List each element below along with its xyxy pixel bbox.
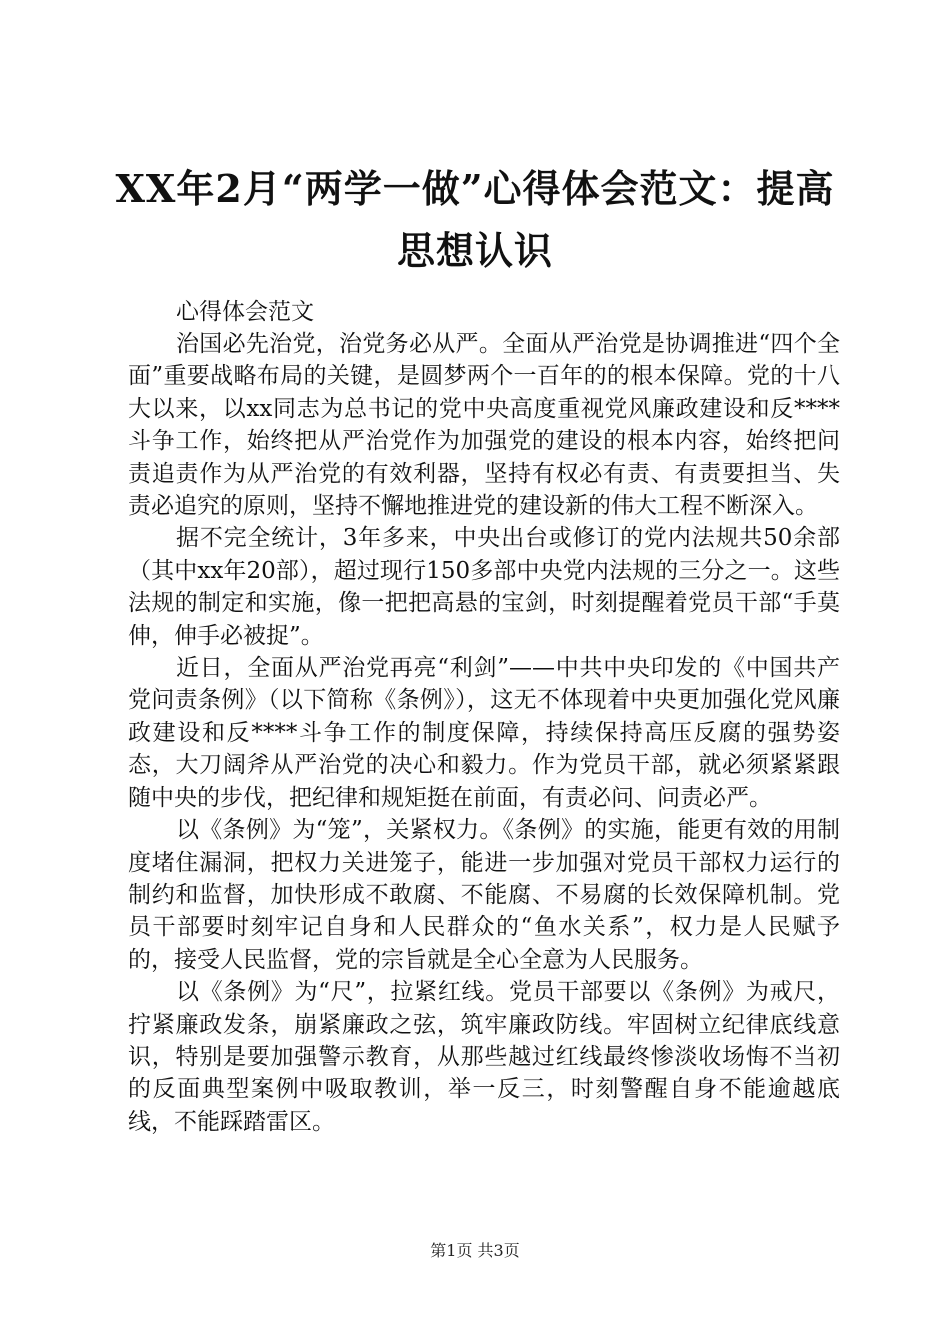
page-footer: 第1页 共3页 (430, 1241, 520, 1260)
document-title: XX年2月“两学一做”心得体会范文：提高思想认识 (115, 166, 835, 273)
document-body (128, 296, 840, 1138)
paragraph: 以《条例》为“尺”，拉紧红线。党员干部要以《条例》为戒尺，拧紧廉政发条，崩紧廉政之弦，筑牢廉政防线。牢固树立纪律底线意识，特别是要加强警示教育，从那些越过红线最终惨淡收场悔不当初的反面典型案例中吸取教训，举一反三，时刻警醒自身不能逾越底线，不能踩踏雷区。 (128, 979, 840, 1135)
paragraph: 据不完全统计，3年多来，中央出台或修订的党内法规共50余部（其中xx年20部），超过现行150多部中央党内法规的三分之一。这些法规的制定和实施，像一把把高悬的宝剑，时刻提醒着党员干部“手莫伸，伸手必被捉”。 (128, 525, 840, 649)
document-label: 心得体会范文 (176, 299, 314, 325)
paragraph: 治国必先治党，治党务必从严。全面从严治党是协调推进“四个全面”重要战略布局的关键，是圆梦两个一百年的的根本保障。党的十八大以来，以xx同志为总书记的党中央高度重视党风廉政建设和反****斗争工作，始终把从严治党作为加强党的建设的根本内容，始终把问责追责作为从严治党的有效利器，坚持有权必有责、有责要担当、失责必追究的原则，坚持不懈地推进党的建设新的伟大工程不断深入。 (128, 331, 840, 520)
paragraph: 近日，全面从严治党再亮“利剑”——中共中央印发的《中国共产党问责条例》（以下简称《条例》），这无不体现着中央更加强化党风廉政建设和反****斗争工作的制度保障，持续保持高压反腐的强势姿态，大刀阔斧从严治党的决心和毅力。作为党员干部，就必须紧紧跟随中央的步伐，把纪律和规矩挺在前面，有责必问、问责必严。 (128, 655, 840, 811)
paragraph: 以《条例》为“笼”，关紧权力。《条例》的实施，能更有效的用制度堵住漏洞，把权力关进笼子，能进一步加强对党员干部权力运行的制约和监督，加快形成不敢腐、不能腐、不易腐的长效保障机制。党员干部要时刻牢记自身和人民群众的“鱼水关系”，权力是人民赋予的，接受人民监督，党的宗旨就是全心全意为人民服务。 (128, 817, 840, 973)
